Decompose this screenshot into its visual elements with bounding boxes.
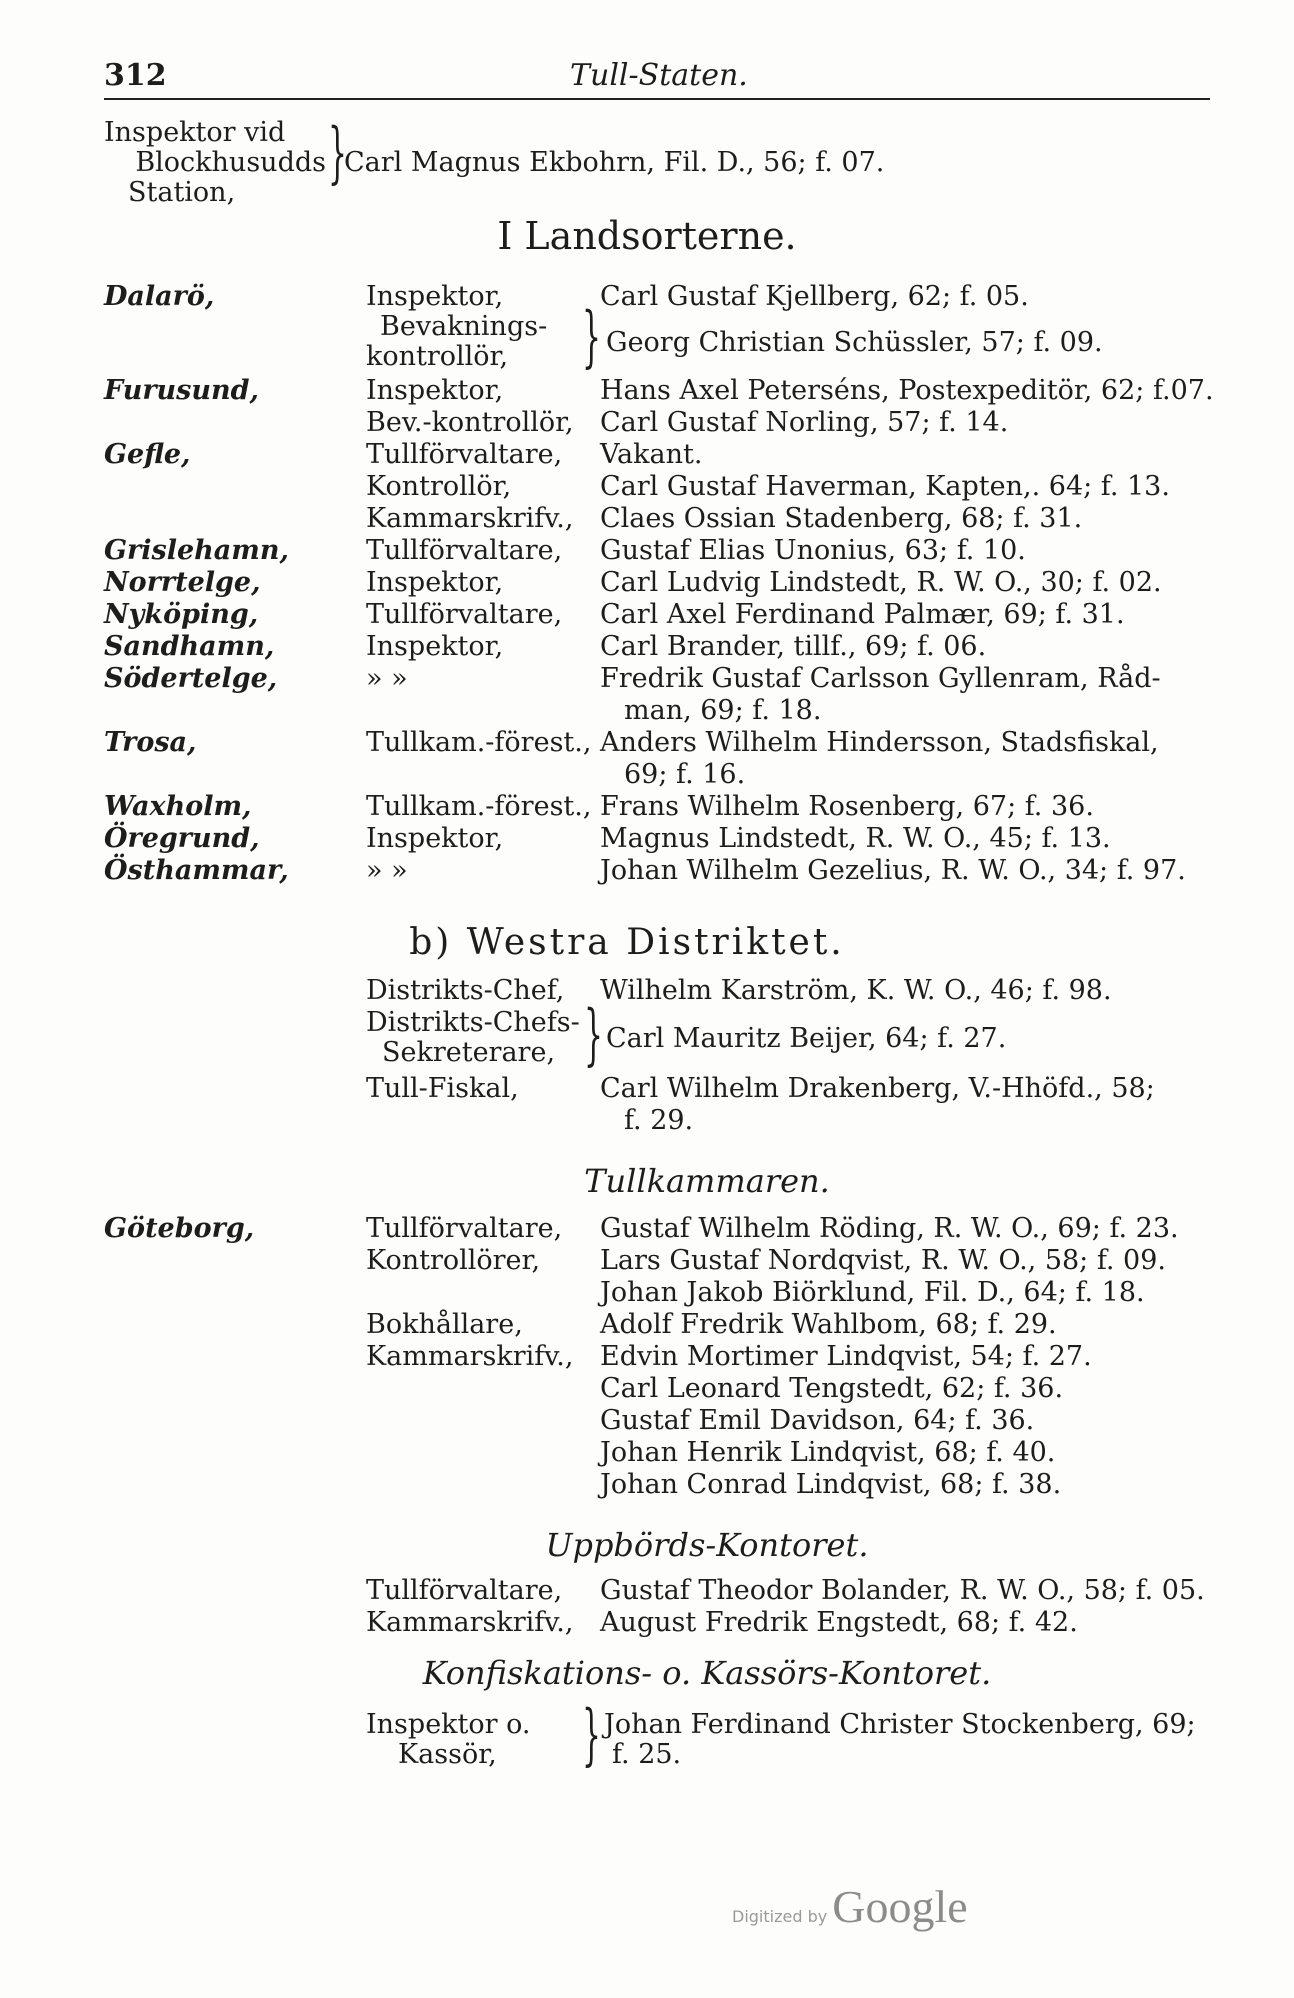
final-title-2: Kassör, <box>398 1739 497 1770</box>
chefs-line-2: Sekreterare, <box>382 1037 556 1068</box>
official-title: Distrikts-Chef, <box>366 975 565 1006</box>
official-title: Kontrollörer, <box>366 1245 541 1276</box>
official-name: Johan Wilhelm Gezelius, R. W. O., 34; f. 97. <box>600 855 1186 886</box>
official-title: Tullförvaltare, <box>366 1213 563 1244</box>
brace-icon: } <box>584 996 603 1073</box>
chefs-line-1: Distrikts-Chefs- <box>366 1007 580 1038</box>
official-name: Claes Ossian Stadenberg, 68; f. 31. <box>600 503 1083 534</box>
section-heading-uppbords: Uppbörds-Kontoret. <box>545 1526 869 1564</box>
final-name-2: f. 25. <box>612 1739 682 1770</box>
watermark-small: Digitized by <box>732 1907 828 1926</box>
official-title: Kontrollör, <box>366 471 512 502</box>
section-heading-landsorterne: I Landsorterne. <box>497 214 797 258</box>
official-title: Tullkam.-förest., <box>366 727 592 758</box>
official-title: » » <box>366 855 408 886</box>
official-name: Edvin Mortimer Lindqvist, 54; f. 27. <box>600 1341 1092 1372</box>
official-title: Bev.-kontrollör, <box>366 407 574 438</box>
place-name: Dalarö, <box>104 281 215 312</box>
official-name: Frans Wilhelm Rosenberg, 67; f. 36. <box>600 791 1094 822</box>
final-block-titles <box>366 1710 531 1770</box>
official-name: Carl Leonard Tengstedt, 62; f. 36. <box>600 1373 1064 1404</box>
official-name: Georg Christian Schüssler, 57; f. 09. <box>606 327 1103 358</box>
official-name: f. 29. <box>624 1105 694 1136</box>
section-heading-konfiskations: Konfiskations- o. Kassörs-Kontoret. <box>422 1654 992 1692</box>
official-name: Wilhelm Karström, K. W. O., 46; f. 98. <box>600 975 1112 1006</box>
top-line-1: Inspektor vid <box>104 117 286 148</box>
official-name: Carl Mauritz Beijer, 64; f. 27. <box>606 1023 1007 1054</box>
brace-icon: } <box>582 1696 601 1773</box>
official-name: Anders Wilhelm Hindersson, Stadsfiskal, <box>600 727 1159 758</box>
official-name: Carl Axel Ferdinand Palmær, 69; f. 31. <box>600 599 1125 630</box>
official-name: Gustaf Theodor Bolander, R. W. O., 58; f. 05. <box>600 1575 1205 1606</box>
place-name: Furusund, <box>104 375 259 406</box>
place-goteborg: Göteborg, <box>104 1213 255 1244</box>
running-title: Tull-Staten. <box>570 58 748 93</box>
official-title: Inspektor, <box>366 823 504 854</box>
official-title: Inspektor, <box>366 631 504 662</box>
bevaknings-line-2: kontrollör, <box>366 341 509 372</box>
official-name: Carl Brander, tillf., 69; f. 06. <box>600 631 987 662</box>
official-name: Adolf Fredrik Wahlbom, 68; f. 29. <box>600 1309 1057 1340</box>
official-name: Gustaf Emil Davidson, 64; f. 36. <box>600 1405 1035 1436</box>
official-name: Carl Wilhelm Drakenberg, V.-Hhöfd., 58; <box>600 1073 1155 1104</box>
official-title: Kammarskrifv., <box>366 1607 574 1638</box>
place-name: Södertelge, <box>104 663 278 694</box>
place-name: Trosa, <box>104 727 197 758</box>
official-name: Johan Jakob Biörklund, Fil. D., 64; f. 18. <box>600 1277 1145 1308</box>
place-name: Grislehamn, <box>104 535 289 566</box>
official-title: Kammarskrifv., <box>366 1341 574 1372</box>
official-name: Gustaf Elias Unonius, 63; f. 10. <box>600 535 1026 566</box>
page-header <box>104 58 1210 100</box>
official-name: man, 69; f. 18. <box>624 695 822 726</box>
official-title: Bokhållare, <box>366 1309 523 1340</box>
place-name: Nyköping, <box>104 599 259 630</box>
top-line-2: Blockhusudds <box>135 147 326 178</box>
place-name: Sandhamn, <box>104 631 275 662</box>
official-name: August Fredrik Engstedt, 68; f. 42. <box>600 1607 1078 1638</box>
section-heading-tullkammaren: Tullkammaren. <box>584 1162 830 1200</box>
watermark-logo: Google <box>832 1881 968 1932</box>
official-title: Tull-Fiskal, <box>366 1073 519 1104</box>
official-name: 69; f. 16. <box>624 759 746 790</box>
official-name: Vakant. <box>600 439 703 470</box>
page-number: 312 <box>104 58 167 93</box>
official-title: Tullkam.-förest., <box>366 791 592 822</box>
place-name: Östhammar, <box>104 855 289 886</box>
place-name: Norrtelge, <box>104 567 261 598</box>
official-title: Tullförvaltare, <box>366 1575 563 1606</box>
brace-icon: } <box>582 298 601 375</box>
brace-icon: } <box>328 114 347 191</box>
official-name: Carl Gustaf Haverman, Kapten,. 64; f. 13. <box>600 471 1170 502</box>
official-name: Carl Gustaf Norling, 57; f. 14. <box>600 407 1009 438</box>
top-block-name: Carl Magnus Ekbohrn, Fil. D., 56; f. 07. <box>344 147 885 178</box>
official-name: Fredrik Gustaf Carlsson Gyllenram, Råd- <box>600 663 1161 694</box>
place-name: Waxholm, <box>104 791 252 822</box>
official-title: Tullförvaltare, <box>366 439 563 470</box>
official-name: Johan Conrad Lindqvist, 68; f. 38. <box>600 1469 1062 1500</box>
final-block-names <box>604 1710 1196 1770</box>
official-name: Carl Ludvig Lindstedt, R. W. O., 30; f. 02. <box>600 567 1162 598</box>
official-title: Tullförvaltare, <box>366 599 563 630</box>
place-name: Gefle, <box>104 439 191 470</box>
section-heading-westra: b) Westra Distriktet. <box>409 922 845 963</box>
final-title-1: Inspektor o. <box>366 1709 531 1740</box>
official-name: Gustaf Wilhelm Röding, R. W. O., 69; f. 23. <box>600 1213 1179 1244</box>
official-name: Magnus Lindstedt, R. W. O., 45; f. 13. <box>600 823 1111 854</box>
official-title: Inspektor, <box>366 375 504 406</box>
official-title: Inspektor, <box>366 567 504 598</box>
bevaknings-title <box>366 312 547 372</box>
top-block-titles <box>104 118 326 208</box>
place-name: Öregrund, <box>104 823 260 854</box>
official-name: Carl Gustaf Kjellberg, 62; f. 05. <box>600 281 1029 312</box>
official-name: Johan Henrik Lindqvist, 68; f. 40. <box>600 1437 1056 1468</box>
official-title: » » <box>366 663 408 694</box>
official-title: Inspektor, <box>366 281 504 312</box>
bevaknings-line-1: Bevaknings- <box>380 311 548 342</box>
official-name: Lars Gustaf Nordqvist, R. W. O., 58; f. 09. <box>600 1245 1166 1276</box>
top-line-3: Station, <box>128 177 236 208</box>
digitized-watermark <box>732 1880 968 1933</box>
official-title: Kammarskrifv., <box>366 503 574 534</box>
official-title: Tullförvaltare, <box>366 535 563 566</box>
final-name-1: Johan Ferdinand Christer Stockenberg, 69; <box>604 1709 1196 1740</box>
official-name: Hans Axel Peterséns, Postexpeditör, 62; f.07. <box>600 375 1214 406</box>
chefs-title <box>366 1008 580 1068</box>
